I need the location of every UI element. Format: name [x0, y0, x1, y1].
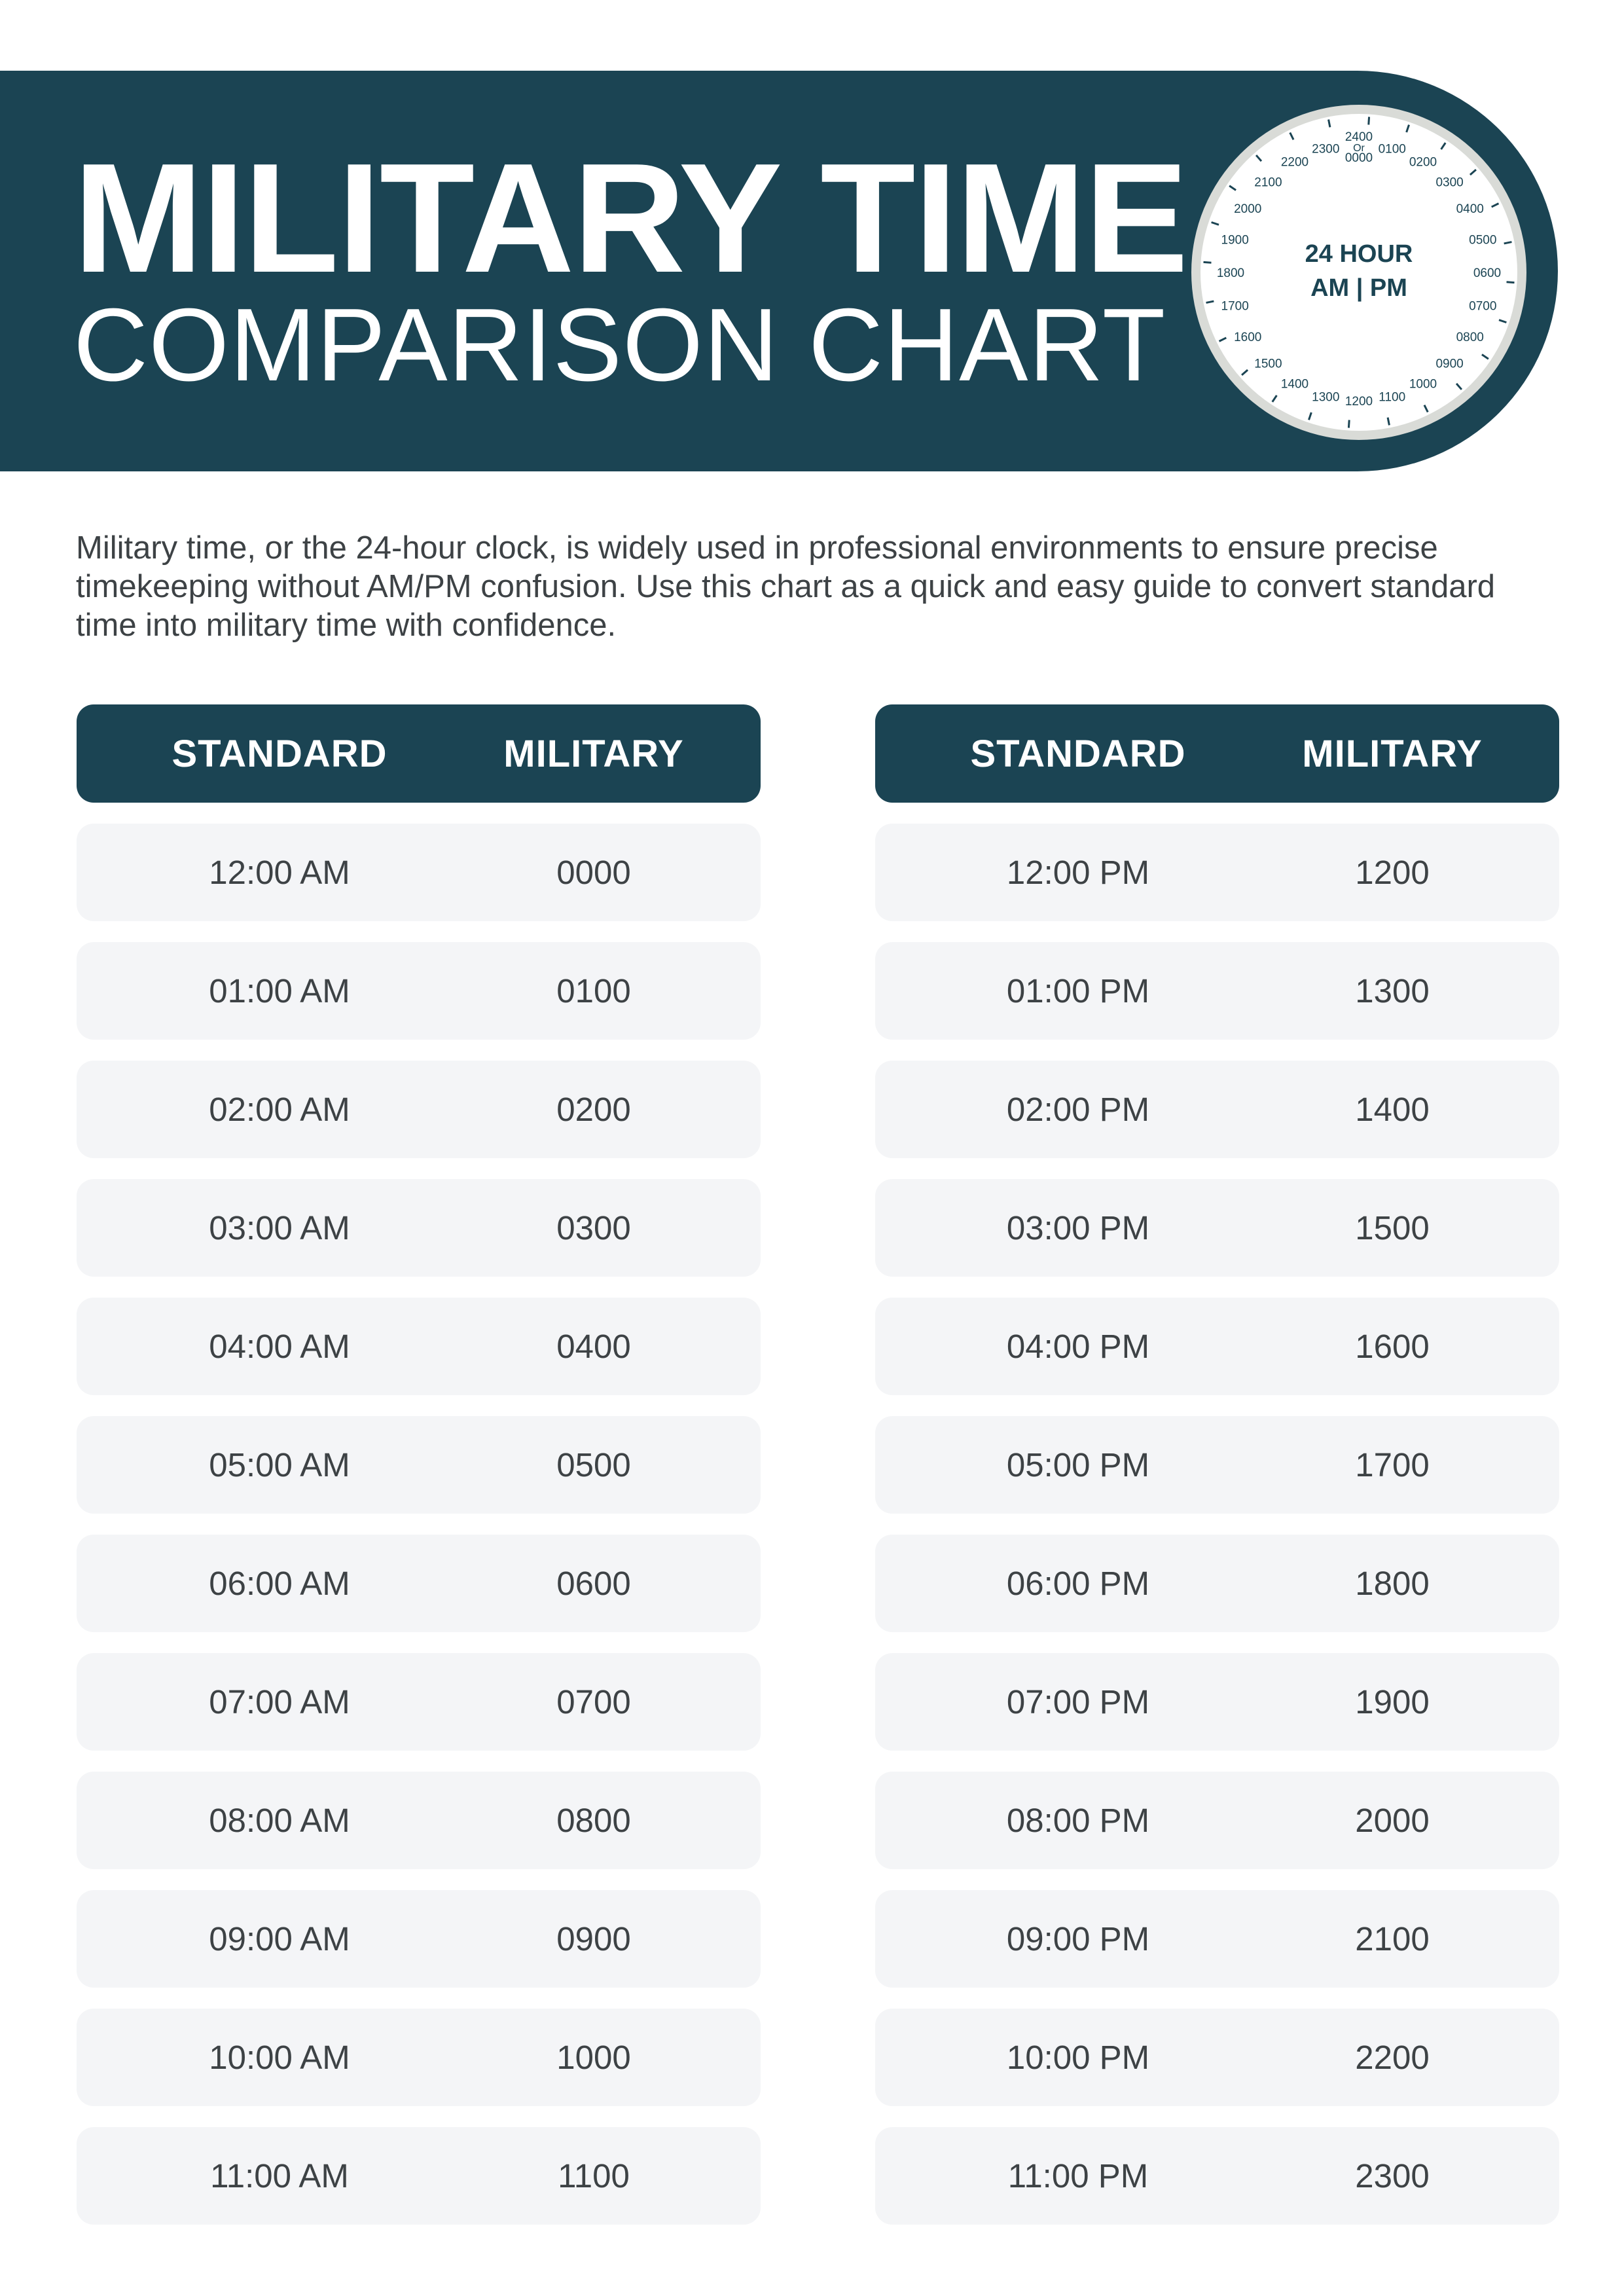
- table-row: [77, 1061, 761, 1158]
- military-cell: 0100: [556, 972, 631, 1010]
- standard-cell: 01:00 AM: [209, 972, 350, 1010]
- clock-hour-label: 1400: [1280, 377, 1309, 392]
- table-row: [77, 1416, 761, 1514]
- standard-cell: 08:00 AM: [209, 1802, 350, 1839]
- military-cell: 1800: [1355, 1565, 1430, 1602]
- conversion-table-pm: [875, 704, 1559, 2225]
- military-cell: 2200: [1355, 2039, 1430, 2076]
- table-row: [77, 1535, 761, 1632]
- table-header: [77, 704, 761, 803]
- standard-cell: 12:00 AM: [209, 854, 350, 891]
- military-cell: 0700: [556, 1683, 631, 1721]
- intro-paragraph: Military time, or the 24-hour clock, is widely used in professional environments to ensure precise timekeeping without AM/PM confusion. Use this chart as a quick and easy guide to convert standard time into military time with confidence.: [76, 530, 1496, 643]
- military-cell: 1600: [1355, 1328, 1430, 1365]
- standard-cell: 04:00 AM: [209, 1328, 350, 1365]
- standard-cell: 11:00 AM: [210, 2157, 349, 2195]
- clock-center-line1: 24 HOUR: [1305, 240, 1413, 268]
- military-cell: 0600: [556, 1565, 631, 1602]
- table-row: [77, 1772, 761, 1869]
- clock-hour-label: 1200: [1344, 395, 1373, 409]
- military-cell: 2100: [1355, 1920, 1430, 1958]
- military-cell: 1900: [1355, 1683, 1430, 1721]
- military-cell: 0200: [556, 1091, 631, 1128]
- table-header: [875, 704, 1559, 803]
- clock-hour-label: 2000: [1234, 202, 1262, 216]
- table-row: [77, 1890, 761, 1988]
- military-cell: 0800: [556, 1802, 631, 1839]
- clock-hour-label: 2200: [1280, 155, 1309, 170]
- clock-top-or: Or: [1353, 143, 1365, 154]
- clock-hour-label: 1100: [1379, 390, 1406, 405]
- standard-cell: 05:00 AM: [209, 1446, 350, 1484]
- standard-cell: 06:00 AM: [209, 1565, 350, 1602]
- table-row: [77, 1179, 761, 1277]
- header-standard: STANDARD: [171, 732, 388, 775]
- standard-cell: 11:00 PM: [1007, 2157, 1149, 2195]
- standard-cell: 03:00 AM: [209, 1209, 350, 1247]
- clock-hour-label: 2300: [1312, 142, 1340, 156]
- clock-hour-label: 0300: [1435, 175, 1464, 190]
- table-row: [77, 1653, 761, 1751]
- military-cell: 1100: [558, 2157, 630, 2195]
- standard-cell: 02:00 AM: [209, 1091, 350, 1128]
- clock-hour-label: 1000: [1409, 377, 1437, 392]
- table-row: [77, 942, 761, 1040]
- military-cell: 0000: [556, 854, 631, 891]
- conversion-table-am: [77, 704, 761, 2225]
- table-row: [77, 824, 761, 921]
- table-row: [875, 1772, 1559, 1869]
- clock-hour-label: 0200: [1409, 155, 1437, 170]
- standard-cell: 07:00 AM: [209, 1683, 350, 1721]
- table-row: [77, 2127, 761, 2225]
- clock-hour-label: 1700: [1221, 299, 1249, 314]
- clock-hour-label: 1600: [1234, 331, 1262, 344]
- table-row: [875, 1653, 1559, 1751]
- table-row: [875, 1179, 1559, 1277]
- standard-cell: 03:00 PM: [1006, 1209, 1150, 1247]
- military-cell: 2000: [1355, 1802, 1430, 1839]
- military-cell: 0500: [556, 1446, 631, 1484]
- clock-top-label: 2400: [1344, 130, 1373, 144]
- standard-cell: 10:00 AM: [209, 2039, 350, 2076]
- standard-cell: 05:00 PM: [1006, 1446, 1150, 1484]
- clock-hour-label: 1800: [1216, 266, 1245, 280]
- table-row: [77, 2009, 761, 2106]
- military-cell: 0900: [556, 1920, 631, 1958]
- military-cell: 0400: [556, 1328, 631, 1365]
- clock-hour-label: 2100: [1254, 175, 1282, 190]
- header-military: MILITARY: [1302, 732, 1483, 775]
- clock-icon: [1189, 102, 1529, 443]
- page-title: MILITARY TIME: [73, 132, 1187, 305]
- standard-cell: 06:00 PM: [1006, 1565, 1150, 1602]
- clock-hour-label: 0400: [1456, 202, 1484, 216]
- clock-tick: [1348, 420, 1349, 428]
- clock-hour-label: 0800: [1456, 331, 1484, 344]
- military-cell: 1500: [1355, 1209, 1430, 1247]
- military-cell: 1300: [1355, 972, 1430, 1010]
- clock-hour-label: 0100: [1378, 142, 1406, 156]
- military-cell: 1200: [1355, 854, 1430, 891]
- standard-cell: 08:00 PM: [1006, 1802, 1150, 1839]
- standard-cell: 12:00 PM: [1006, 854, 1150, 891]
- table-row: [875, 2009, 1559, 2106]
- header-military: MILITARY: [503, 732, 684, 775]
- clock-face: [1189, 102, 1529, 443]
- table-row: [875, 1416, 1559, 1514]
- clock-hour-label: 1500: [1254, 357, 1282, 371]
- standard-cell: 09:00 PM: [1006, 1920, 1150, 1958]
- header-standard: STANDARD: [970, 732, 1186, 775]
- table-row: [875, 824, 1559, 921]
- military-cell: 2300: [1355, 2157, 1430, 2195]
- clock-hour-label: 1900: [1221, 233, 1249, 247]
- table-row: [875, 942, 1559, 1040]
- table-row: [875, 1890, 1559, 1988]
- clock-tick: [1507, 282, 1515, 283]
- standard-cell: 09:00 AM: [209, 1920, 350, 1958]
- military-cell: 0300: [556, 1209, 631, 1247]
- clock-top-zero: 0000: [1344, 151, 1373, 165]
- table-row: [875, 2127, 1559, 2225]
- clock-hour-label: 0500: [1469, 233, 1497, 247]
- clock-hour-label: 0900: [1435, 357, 1464, 371]
- page-subtitle: COMPARISON CHART: [73, 287, 1166, 403]
- standard-cell: 07:00 PM: [1006, 1683, 1150, 1721]
- clock-hour-label: 0600: [1473, 266, 1502, 280]
- table-row: [875, 1298, 1559, 1395]
- military-cell: 1000: [556, 2039, 631, 2076]
- standard-cell: 02:00 PM: [1006, 1091, 1150, 1128]
- table-row: [875, 1061, 1559, 1158]
- military-cell: 1700: [1355, 1446, 1430, 1484]
- clock-hour-label: 0700: [1469, 299, 1497, 314]
- military-cell: 1400: [1355, 1091, 1430, 1128]
- standard-cell: 04:00 PM: [1006, 1328, 1150, 1365]
- clock-hour-label: 1300: [1312, 390, 1340, 405]
- standard-cell: 10:00 PM: [1006, 2039, 1150, 2076]
- standard-cell: 01:00 PM: [1006, 972, 1150, 1010]
- table-row: [77, 1298, 761, 1395]
- table-row: [875, 1535, 1559, 1632]
- clock-center-line2: AM | PM: [1310, 274, 1407, 302]
- clock-tick: [1204, 262, 1212, 263]
